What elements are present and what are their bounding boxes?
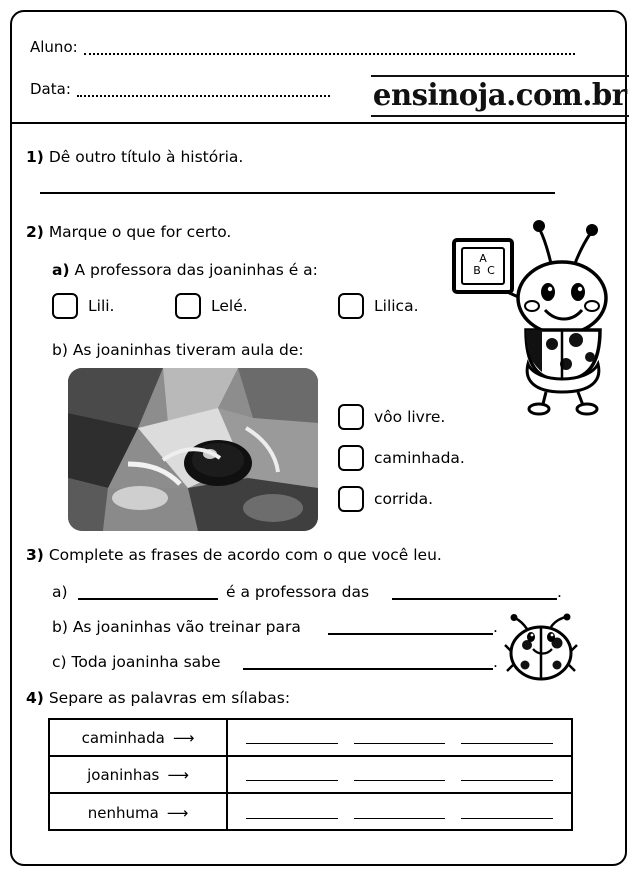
syllable-blank[interactable] [246,769,338,781]
checkbox-2a-2[interactable] [175,293,201,319]
question-1-answer-line[interactable] [40,192,555,194]
option-2a-1-label[interactable]: Lili. [88,297,115,315]
date-label: Data: [30,80,71,98]
question-3c-before: Toda joaninha sabe [71,653,221,671]
question-2a-text: A professora das joaninhas é a: [74,261,318,279]
site-logo-text: ensinoja.com.br [371,75,629,117]
syllables-table [48,718,573,831]
table-row [50,720,571,757]
question-2-number: 2) [26,223,44,241]
question-2a-letter: a) [52,261,70,279]
table-blanks-cell[interactable] [228,794,571,831]
checkbox-2a-1[interactable] [52,293,78,319]
table-row [50,757,571,794]
question-3b-after: . [493,618,498,636]
question-4-number: 4) [26,689,44,707]
ladybug-small-illustration [505,615,583,687]
table-word-3: nenhuma [87,803,159,822]
header [12,12,625,122]
syllable-blank[interactable] [461,769,553,781]
question-2a [52,261,318,279]
ladybug-teacher-illustration [440,212,620,412]
checkbox-2a-3[interactable] [338,293,364,319]
checkbox-2b-1[interactable] [338,404,364,430]
table-row [50,794,571,831]
option-2b-3-label[interactable]: corrida. [374,490,434,508]
question-1-text: Dê outro título à história. [48,148,244,166]
question-2b-letter: b) [52,341,68,359]
question-3 [26,546,442,564]
question-3-number: 3) [26,546,44,564]
date-line[interactable] [77,89,330,97]
question-3b-blank[interactable] [328,633,493,635]
table-blanks-cell[interactable] [228,720,571,755]
question-3b-before: As joaninhas vão treinar para [72,618,301,636]
question-3c-after: . [493,653,498,671]
arrow-icon: ⟶ [172,728,195,747]
question-3a-letter-wrap [52,583,68,601]
question-3b-letter: b) [52,618,68,636]
syllable-blank[interactable] [461,732,553,744]
syllable-blank[interactable] [354,807,446,819]
table-word-cell [50,794,228,831]
ladybug-photo [68,368,318,531]
question-3a-blank-1[interactable] [78,598,218,600]
option-2b-1-label[interactable]: vôo livre. [374,408,446,426]
syllable-blank[interactable] [354,769,446,781]
question-3b-text [52,618,301,636]
student-name-field[interactable] [30,40,575,55]
syllable-blank[interactable] [246,732,338,744]
question-2 [26,223,231,241]
option-2a-2-label[interactable]: Lelé. [211,297,248,315]
svg-text:A: A [479,252,487,265]
student-name-line[interactable] [84,47,575,55]
option-2a-3-label[interactable]: Lilica. [374,297,419,315]
question-3a-blank-2[interactable] [392,598,557,600]
ladybug-photo-graphic [68,368,318,531]
svg-text:B: B [473,264,481,277]
question-2-text: Marque o que for certo. [48,223,232,241]
question-4 [26,689,290,707]
question-3a-letter: a) [52,583,68,601]
question-1 [26,148,243,166]
date-field[interactable] [30,82,330,97]
table-word-cell [50,720,228,755]
table-word-cell [50,757,228,792]
question-1-number: 1) [26,148,44,166]
question-3c-letter: c) [52,653,67,671]
checkbox-2b-3[interactable] [338,486,364,512]
arrow-icon: ⟶ [166,803,189,822]
syllable-blank[interactable] [246,807,338,819]
table-blanks-cell[interactable] [228,757,571,792]
question-2b-text: As joaninhas tiveram aula de: [72,341,304,359]
student-name-label: Aluno: [30,38,78,56]
question-3a-after: . [557,583,562,601]
option-2b-2-label[interactable]: caminhada. [374,449,465,467]
question-3c-blank[interactable] [243,668,493,670]
table-word-2: joaninhas [87,765,160,784]
question-4-text: Separe as palavras em sílabas: [48,689,291,707]
checkbox-2b-2[interactable] [338,445,364,471]
question-3c-text [52,653,221,671]
question-3a-middle: é a professora das [226,583,370,601]
header-divider [12,122,625,124]
question-3-text: Complete as frases de acordo com o que você leu. [48,546,442,564]
svg-text:C: C [487,264,495,277]
table-word-1: caminhada [81,728,165,747]
site-logo [367,74,627,120]
arrow-icon: ⟶ [167,765,189,784]
syllable-blank[interactable] [461,807,553,819]
question-2b [52,341,304,359]
syllable-blank[interactable] [354,732,446,744]
